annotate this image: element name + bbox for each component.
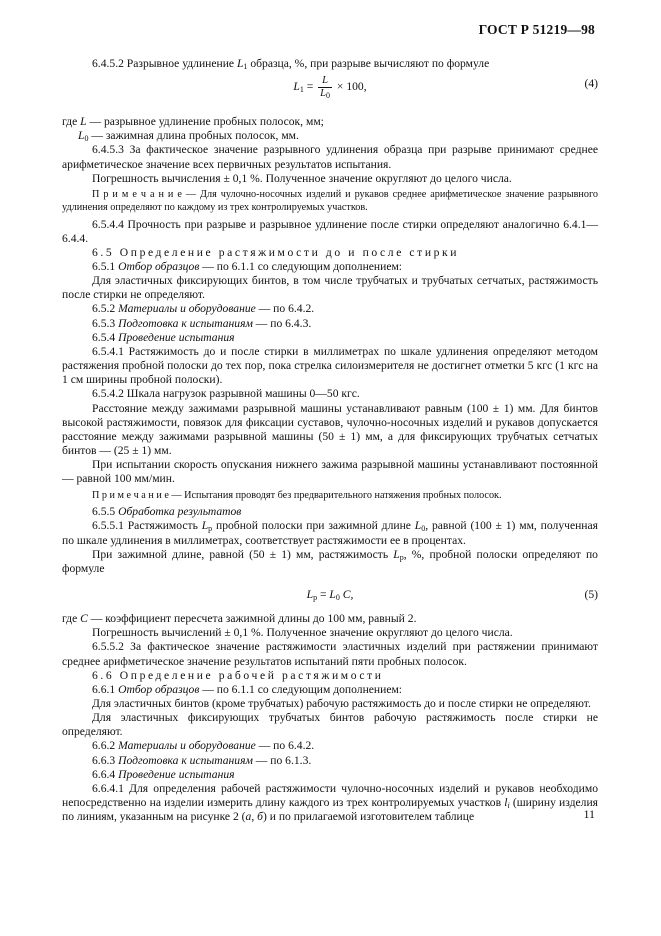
where-line-2: $L_0$ — зажимная длина пробных полосок, мм.	[78, 129, 299, 144]
paragraph-6-6-1: 6.6.1 Отбор образцов — по 6.1.1 со следующим дополнением:	[92, 682, 403, 696]
paragraph-6-5-4-1: 6.5.4.1 Растяжимость до и после стирки в миллиметрах по шкале удлинения определяют методом растяжения пробной полоски до тех пор, пока стрелка силоизмерителя не достигнет отметки 5 кгс (1 кгс на 1 см ширины пробной полоски).	[62, 344, 598, 387]
paragraph-6-6-1-b: Для эластичных фиксирующих трубчатых бинтов рабочую растяжимость после стирки не определяют.	[62, 711, 598, 739]
paragraph-6-6-4: 6.6.4 Проведение испытания	[92, 767, 235, 781]
section-6-6-title: 6.6 Определение рабочей растяжимости	[92, 668, 384, 682]
paragraph-6-4-5-3: 6.4.5.3 За фактическое значение разрывного удлинения образца при разрыве принимают среднее арифметическое значение всех первичных результатов испытания.	[62, 143, 598, 171]
paragraph-6-5-4: 6.5.4 Проведение испытания	[92, 330, 235, 344]
formula-5-number: (5)	[584, 588, 598, 602]
paragraph-6-5-5-2: 6.5.5.2 За фактическое значение растяжимости эластичных изделий при растяжении принимают среднее арифметическое значение результатов испытаний пяти пробных полосок.	[62, 640, 598, 668]
paragraph-6-5-4-2: 6.5.4.2 Шкала нагрузок разрывной машины 0—50 кгс.	[92, 387, 360, 401]
paragraph-6-6-2: 6.6.2 Материалы и оборудование — по 6.4.2.	[92, 739, 315, 753]
paragraph-6-5-5: 6.5.5 Обработка результатов	[92, 505, 242, 519]
where-line-1: где L — разрывное удлинение пробных полосок, мм;	[62, 115, 324, 129]
paragraph-6-4-5-2: 6.4.5.2 Разрывное удлинение $L_1$ образца, %, при разрыве вычисляют по формуле	[92, 57, 490, 71]
paragraph-6-6-4-1: 6.6.4.1 Для определения рабочей растяжимости чулочно-носочных изделий и рукавов необходимо непосредственно на изделии измерить длину каждого из трех контролируемых участков $l_i$ (ширину изделия по линиям, указанным на рисунке 2 (а, б) и по прилагаемой изготовителем таблице	[62, 781, 598, 824]
paragraph-6-5-3: 6.5.3 Подготовка к испытаниям — по 6.4.3.	[92, 316, 312, 330]
formula-4-number: (4)	[584, 77, 598, 91]
paragraph-6-6-3: 6.6.3 Подготовка к испытаниям — по 6.1.3.	[92, 753, 312, 767]
paragraph-speed: При испытании скорость опускания нижнего зажима разрывной машины устанавливают постоянной — равной 100 мм/мин.	[62, 458, 598, 486]
standard-header: ГОСТ Р 51219—98	[478, 22, 595, 37]
formula-4-fraction: $\frac{L}{L_0}$	[320, 75, 330, 101]
formula-5: $L_р = L_0$ C, (5)	[306, 588, 598, 603]
paragraph-accuracy-1: Погрешность вычисления ± 0,1 %. Полученное значение округляют до целого числа.	[92, 171, 512, 185]
formula-4: $L_1$ = $\frac{L}{L_0}$ × 100, (4)	[293, 75, 598, 101]
paragraph-6-5-1-addition: Для эластичных фиксирующих бинтов, в том числе трубчатых и трубчатых сетчатых, растяжимость после стирки не определяют.	[62, 274, 598, 302]
paragraph-clamp-distance: Расстояние между зажимами разрывной машины устанавливают равным (100 ± 1) мм. Для бинтов высокой растяжимости, повязок для фиксации суставов, чулочно-носочных изделий и рукавов допускается расстояние между зажимами разрывной машины (50 ± 1) мм, а для фиксирующих трубчатых сетчатых бинтов — (25 ± 1) мм.	[62, 401, 598, 458]
paragraph-6-5-4-4: 6.5.4.4 Прочность при разрыве и разрывное удлинение после стирки определяют аналогично 6.4.1—6.4.4.	[62, 217, 598, 245]
paragraph-6-6-1-a: Для эластичных бинтов (кроме трубчатых) рабочую растяжимость до и после стирки не определяют.	[92, 697, 591, 711]
paragraph-accuracy-2: Погрешность вычислений ± 0,1 %. Полученное значение округляют до целого числа.	[92, 626, 513, 640]
where-coefficient: где C — коэффициент пересчета зажимной длины до 100 мм, равный 2.	[62, 612, 417, 626]
section-6-5-title: 6.5 Определение растяжимости до и после стирки	[92, 245, 460, 259]
note-1: П р и м е ч а н и е — Для чулочно-носочных изделий и рукавов среднее арифметическое значение разрывного удлинения определяют по каждому из трех контролируемых участков.	[62, 188, 598, 213]
paragraph-6-5-5-1: 6.5.5.1 Растяжимость $L_р$ пробной полоски при зажимной длине $L_0$, равной (100 ± 1) мм, полученная по шкале удлинения в миллиметрах, соответствует растяжимости ее в процентах.	[62, 519, 598, 547]
paragraph-50mm: При зажимной длине, равной (50 ± 1) мм, растяжимость $L_р$, %, пробной полоски определяют по формуле	[62, 547, 598, 575]
paragraph-6-5-2: 6.5.2 Материалы и оборудование — по 6.4.2.	[92, 302, 315, 316]
page-number: 11	[583, 807, 595, 821]
note-2: П р и м е ч а н и е — Испытания проводят без предварительного натяжения пробных полосок.	[92, 489, 502, 501]
document-body	[62, 57, 598, 824]
paragraph-6-5-1: 6.5.1 Отбор образцов — по 6.1.1 со следующим дополнением:	[92, 260, 403, 273]
